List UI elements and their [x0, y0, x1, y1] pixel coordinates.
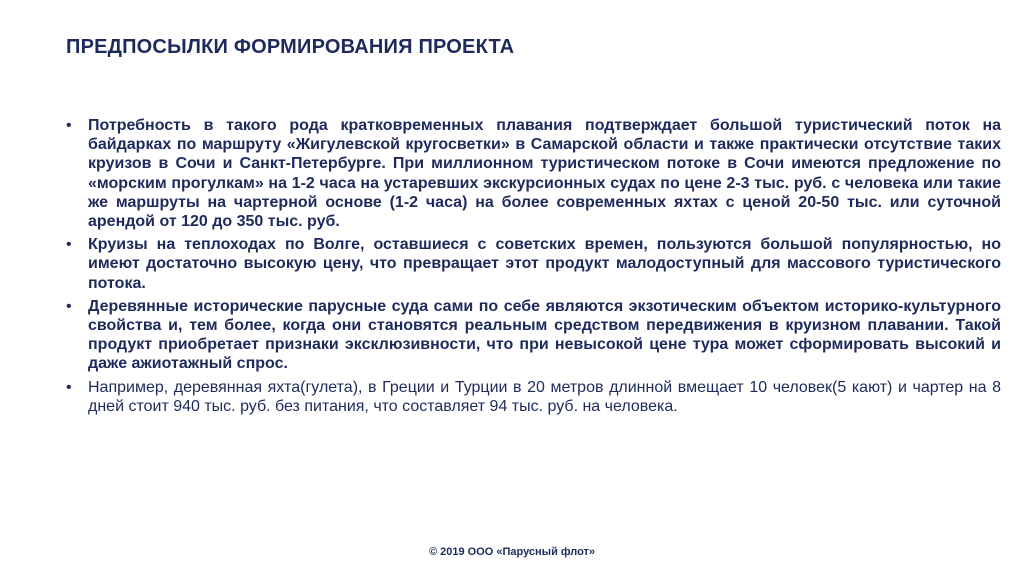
bullet-item: [66, 116, 1001, 231]
bullet-item: [66, 235, 1001, 293]
bullet-text: Потребность в такого рода кратковременных плавания подтверждает большой туристический поток на байдарках по маршруту «Жигулевской кругосветки» в Самарской области и также практически отсутствие таких круизов в Сочи и Санкт-Петербурге. При миллионном туристическом потоке в Сочи имеются предложение по «морским прогулкам» на 1-2 часа на устаревших экскурсионных судах по цене 2-3 тыс. руб. с человека или такие же маршруты на чартерной основе (1-2 часа) на более современных яхтах с ценой 20-50 тыс. или суточной арендой от 120 до 350 тыс. руб.: [88, 117, 1001, 231]
bullet-item: [66, 297, 1001, 374]
bullet-text: Например, деревянная яхта(гулета), в Греции и Турции в 20 метров длинной вмещает 10 человек(5 кают) и чартер на 8 дней стоит 940 тыс. руб. без питания, что составляет 94 тыс. руб. на человека.: [88, 378, 1001, 415]
footer-copyright: © 2019 ООО «Парусный флот»: [428, 546, 596, 558]
bullet-marker: •: [66, 297, 72, 315]
bullet-text: Круизы на теплоходах по Волге, оставшиеся с советских времен, пользуются большой популярностью, но имеют достаточно высокую цену, что превращает этот продукт малодоступный для массового туристического потока.: [88, 236, 1001, 292]
bullet-item: [66, 378, 1001, 416]
bullet-marker: •: [66, 236, 72, 254]
bullet-marker: •: [66, 117, 72, 134]
slide-title: ПРЕДПОСЫЛКИ ФОРМИРОВАНИЯ ПРОЕКТА: [66, 36, 515, 58]
bullet-list: [66, 116, 1001, 420]
bullet-marker: •: [66, 378, 72, 396]
bullet-text: Деревянные исторические парусные суда сами по себе являются экзотическим объектом историко-культурного свойства и, тем более, когда они становятся реальным средством передвижения в круизном плавании. Такой продукт приобретает признаки эксклюзивности, что при невысокой цене тура может сформировать высокий и даже ажиотажный спрос.: [88, 297, 1001, 373]
